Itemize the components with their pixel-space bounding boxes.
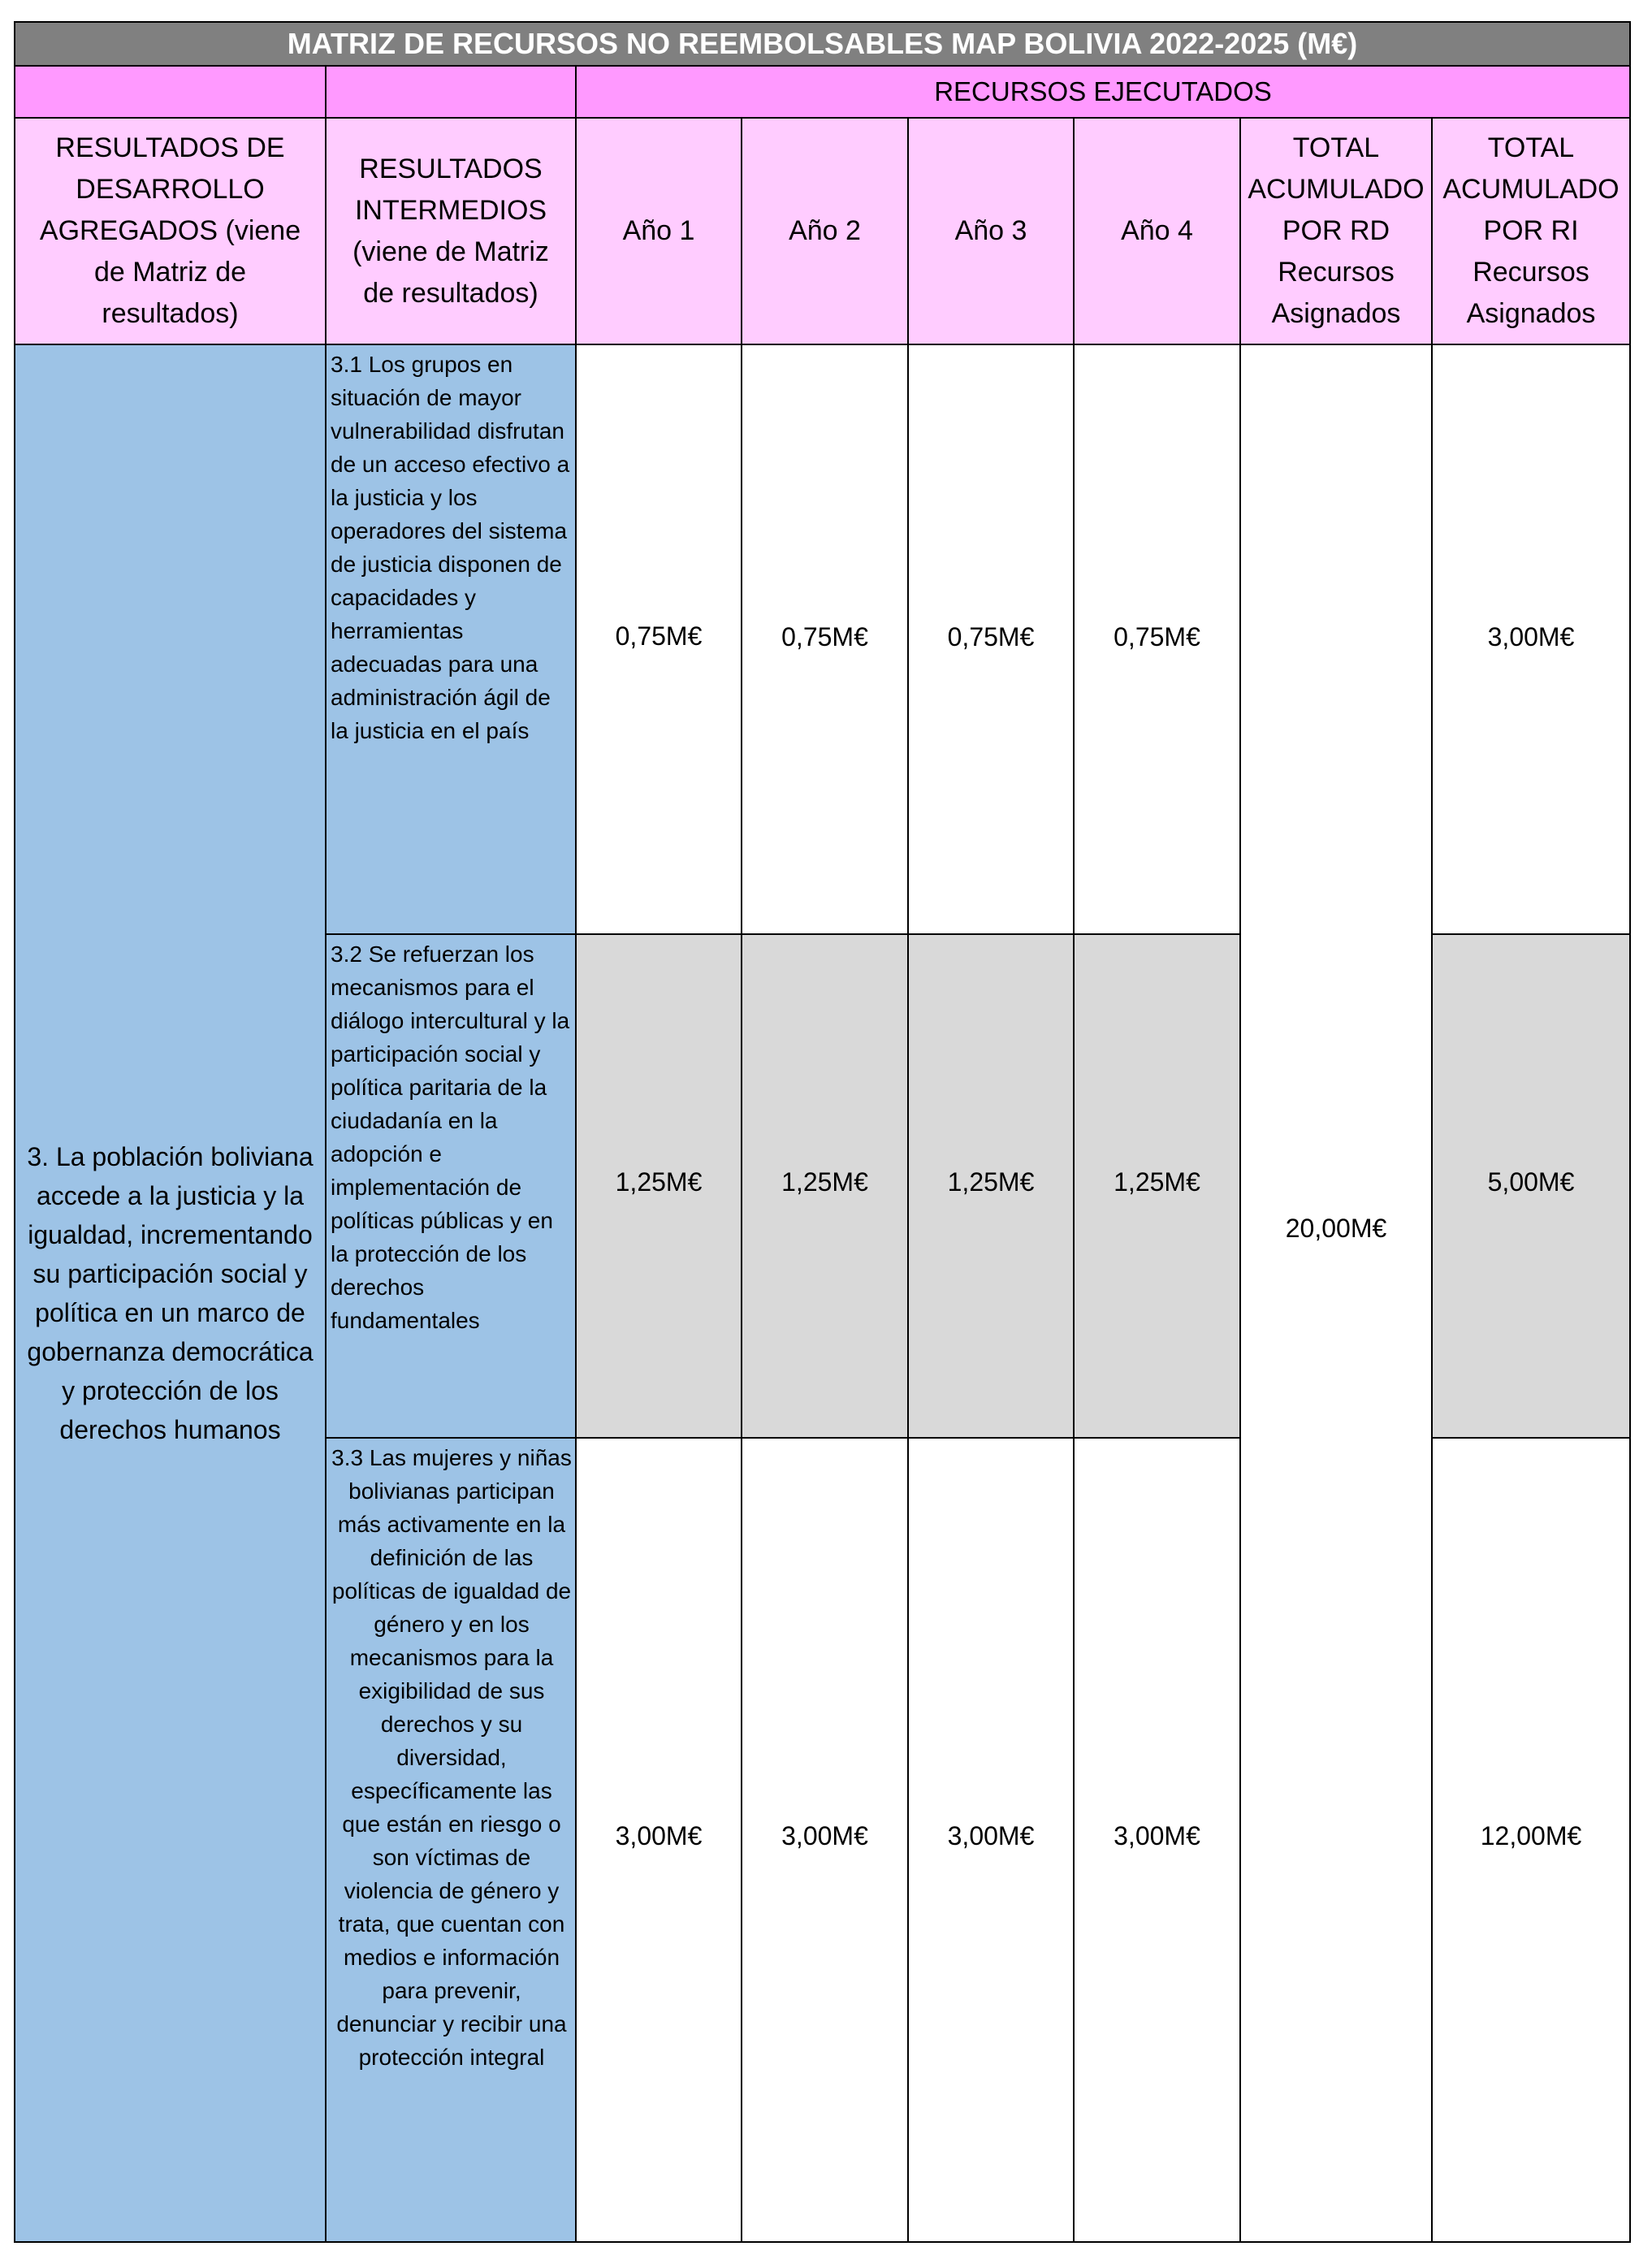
header-rd: RESULTADOS DE DESARROLLO AGREGADOS (viene de Matriz de resultados) (15, 118, 326, 344)
row-3-3-year-3: 3,00M€ (947, 1820, 1035, 1850)
header-year-2: Año 2 (742, 118, 908, 344)
row-3-3-total-ri: 12,00M€ (1480, 1820, 1582, 1850)
header-year-3: Año 3 (908, 118, 1074, 344)
header-ri: RESULTADOS INTERMEDIOS (viene de Matriz de resultados) (326, 118, 576, 344)
ri-cell-3-3: 3.3 Las mujeres y niñas bolivianas participan más activamente en la definición de las políticas de igualdad de género y en los mecanismos para la exigibilidad de sus derechos y su diversidad, específicamente las que están en riesgo o son víctimas de violencia de género y trata, que cuentan con medios e información para prevenir, denunciar y recibir una protección integral (326, 1438, 576, 2242)
ri-cell-3-2: 3.2 Se refuerzan los mecanismos para el diálogo intercultural y la participación social y política paritaria de la ciudadanía en la adopción e implementación de políticas públicas y en la protección de los derechos fundamentales (326, 934, 576, 1438)
recursos-ejecutados-header: RECURSOS EJECUTADOS (576, 66, 1630, 118)
total-rd-cell: 20,00M€ (1285, 1213, 1387, 1243)
row-3-2-year-3: 1,25M€ (908, 934, 1074, 1438)
header-total-ri: TOTAL ACUMULADO POR RI Recursos Asignados (1432, 118, 1630, 344)
header-total-rd: TOTAL ACUMULADO POR RD Recursos Asignados (1240, 118, 1432, 344)
header-blank-ri (326, 66, 576, 118)
row-3-2-year-4: 1,25M€ (1074, 934, 1240, 1438)
row-3-1-year-4: 0,75M€ (1114, 621, 1200, 651)
row-3-2-total-ri: 5,00M€ (1432, 934, 1630, 1438)
table-title: MATRIZ DE RECURSOS NO REEMBOLSABLES MAP BOLIVIA 2022-2025 (M€) (15, 22, 1630, 66)
row-3-1-total-ri: 3,00M€ (1487, 621, 1575, 651)
row-3-2-year-2: 1,25M€ (742, 934, 908, 1438)
row-3-3-year-4: 3,00M€ (1114, 1820, 1200, 1850)
row-3-1-year-2: 0,75M€ (781, 621, 868, 651)
row-3-1-year-3: 0,75M€ (947, 621, 1035, 651)
header-year-1: Año 1 (576, 118, 742, 344)
header-blank-rd (15, 66, 326, 118)
row-3-2-year-1: 1,25M€ (576, 934, 742, 1438)
row-3-3-year-1: 3,00M€ (615, 1820, 703, 1850)
ri-cell-3-1: 3.1 Los grupos en situación de mayor vulnerabilidad disfrutan de un acceso efectivo a la justicia y los operadores del sistema de justicia disponen de capacidades y herramientas adecuadas para una administración ágil de la justicia en el país (326, 344, 576, 934)
header-year-4: Año 4 (1074, 118, 1240, 344)
row-3-1-year-1: 0,75M€ (615, 621, 703, 651)
rd-cell: 3. La población boliviana accede a la justicia y la igualdad, incrementando su participación social y política en un marco de gobernanza democrática y protección de los derechos humanos (15, 344, 326, 2242)
row-3-3-year-2: 3,00M€ (781, 1820, 868, 1850)
